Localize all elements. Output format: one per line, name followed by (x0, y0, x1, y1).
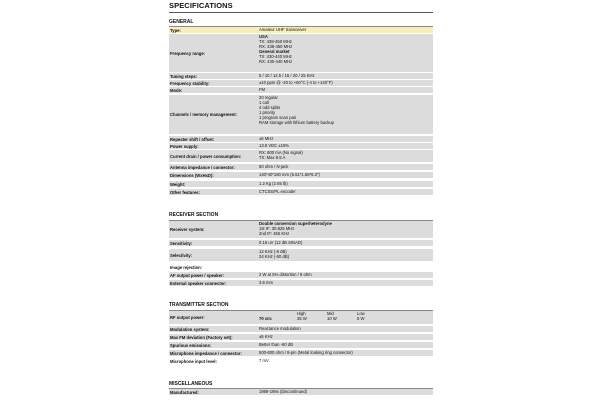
spec-label: Repeater shift / offset: (170, 136, 215, 142)
spec-value: 13.8 VDC ±15% (259, 143, 289, 148)
spec-label: Other features: (170, 189, 201, 195)
spec-label: External speaker connector: (170, 280, 227, 286)
spec-row-tuning (169, 73, 433, 79)
spec-row-mode (169, 87, 433, 93)
spec-label: Power supply: (170, 143, 199, 149)
spec-value: 1989-199x (Discontinued) (259, 389, 307, 394)
spec-value: CTCSS/PL encoder (259, 189, 296, 194)
rf-band: 70 cm: (259, 316, 273, 321)
spec-value: 0.16 uV (12 dB SINAD) (259, 240, 303, 245)
spec-label: Manufactured: (170, 389, 199, 395)
spec-row-image-rejection (169, 264, 433, 270)
spec-label: RF output power: (170, 315, 205, 320)
spec-value: ±5 MHz (259, 136, 274, 141)
spec-label: Current drain / power consumption: (170, 153, 242, 159)
spec-row-manufactured (169, 389, 433, 395)
spec-row-stability (169, 80, 433, 86)
spec-row-power-supply (169, 143, 433, 149)
spec-value: FM (259, 87, 266, 92)
spec-value: 50 ohm / N-jack (259, 164, 289, 169)
spec-value (258, 264, 433, 270)
spec-row-other (169, 189, 433, 195)
spec-label: AF output power / speaker: (170, 272, 224, 278)
spec-label: Weight: (170, 181, 186, 187)
spec-value: RX: 600 mA (No signal) TX: Max 9.5 A (259, 150, 303, 160)
title-divider (169, 12, 433, 13)
spec-row-ext-speaker (169, 280, 433, 286)
rf-mid: 10 W (327, 316, 337, 321)
spec-row-modulation (169, 326, 433, 332)
transmitter-heading: TRANSMITTER SECTION (169, 302, 229, 308)
spec-value: 500-600 ohm / 8-pin (Metal looking ring connector) (259, 350, 353, 355)
spec-value: Double conversion superheterodyne 1st IF: 30.825 MHz 2nd IF: 455 KHz (259, 221, 332, 236)
spec-row-spurious (169, 342, 433, 348)
spec-value (258, 311, 433, 324)
receiver-heading: RECEIVER SECTION (169, 212, 219, 218)
spec-row-weight (169, 181, 433, 187)
spec-label: Mode: (170, 87, 183, 93)
spec-value: 7 mV (259, 358, 269, 363)
spec-label: Antenna impedance / connector: (170, 164, 235, 170)
spec-row-rf-power (169, 311, 433, 324)
spec-label: Modulation system: (170, 326, 210, 332)
spec-value: 1.2 Kg (2.65 lb) (259, 181, 288, 186)
spec-value: 140*40*160 mm (5.51*1.58*6.3") (259, 172, 320, 177)
page-title: SPECIFICATIONS (169, 1, 233, 10)
spec-label: Receiver system: (170, 227, 205, 232)
general-heading: GENERAL (169, 19, 194, 25)
spec-row-mic-level (169, 358, 433, 364)
spec-label: Microphone impedance / connector: (170, 350, 242, 356)
spec-row-mic-impedance (169, 350, 433, 356)
spec-value: ±10 ppm @ -20 to +60°C (-4 to +140°F) (259, 80, 333, 85)
spec-label: Selectivity: (170, 252, 193, 258)
spec-value: 5 / 10 / 12.5 / 15 / 20 / 25 KHz (259, 73, 315, 78)
spec-value: 20 regular 1 call 4 odd splits 1 priority 1 program scan pair RAM storage with lithium battery backup (259, 95, 334, 125)
spec-value: USA TX: 438-450 MHz RX: 438-450 MHz General market TX: 430-440 MHz RX: 430-440 MHz (259, 34, 293, 64)
spec-row-antenna (169, 164, 433, 170)
spec-row-type (169, 27, 433, 33)
rf-col-mid: Mid (327, 311, 334, 316)
spec-row-deviation (169, 334, 433, 340)
spec-row-receiver-system (169, 221, 433, 238)
spec-label: Channels / memory management: (170, 112, 238, 117)
spec-label: Tuning steps: (170, 73, 198, 79)
spec-label: Sensitivity: (170, 240, 193, 246)
spec-label: Spurious emissions: (170, 342, 212, 348)
spec-row-current (169, 150, 433, 162)
spec-label: Max FM deviation (Factory set): (170, 334, 233, 340)
spec-value: Amateur UHF transceiver (259, 27, 307, 32)
spec-row-dimensions (169, 172, 433, 178)
spec-label: Image rejection: (170, 264, 203, 270)
spec-label: Type: (170, 27, 181, 33)
spec-row-selectivity (169, 249, 433, 261)
spec-label: Microphone input level: (170, 358, 217, 364)
rf-col-high: High (297, 311, 306, 316)
spec-row-frequency (169, 34, 433, 72)
spec-value: ±5 KHz (259, 334, 273, 339)
rf-low: 5 W (357, 316, 365, 321)
spec-row-repeater (169, 136, 433, 142)
spec-value: Better than -60 dB (259, 342, 293, 347)
rf-high: 35 W (297, 316, 307, 321)
spec-row-channels (169, 95, 433, 134)
spec-value: 2 W at 5% distortion / 8 ohm (259, 272, 312, 277)
spec-label: Frequency range: (170, 50, 206, 56)
spec-label: Dimensions (WxHxD): (170, 172, 214, 178)
spec-value: Reactance modulation (259, 326, 301, 331)
spec-label: Frequency stability: (170, 80, 210, 86)
spec-row-af-output (169, 272, 433, 278)
spec-row-sensitivity (169, 240, 433, 246)
misc-heading: MISCELLANEOUS (169, 381, 213, 387)
spec-value: 12 KHz (-6 dB) 24 KHz (-60 dB) (259, 249, 290, 259)
rf-col-low: Low (357, 311, 365, 316)
spec-value: 3.5 mm (259, 280, 273, 285)
